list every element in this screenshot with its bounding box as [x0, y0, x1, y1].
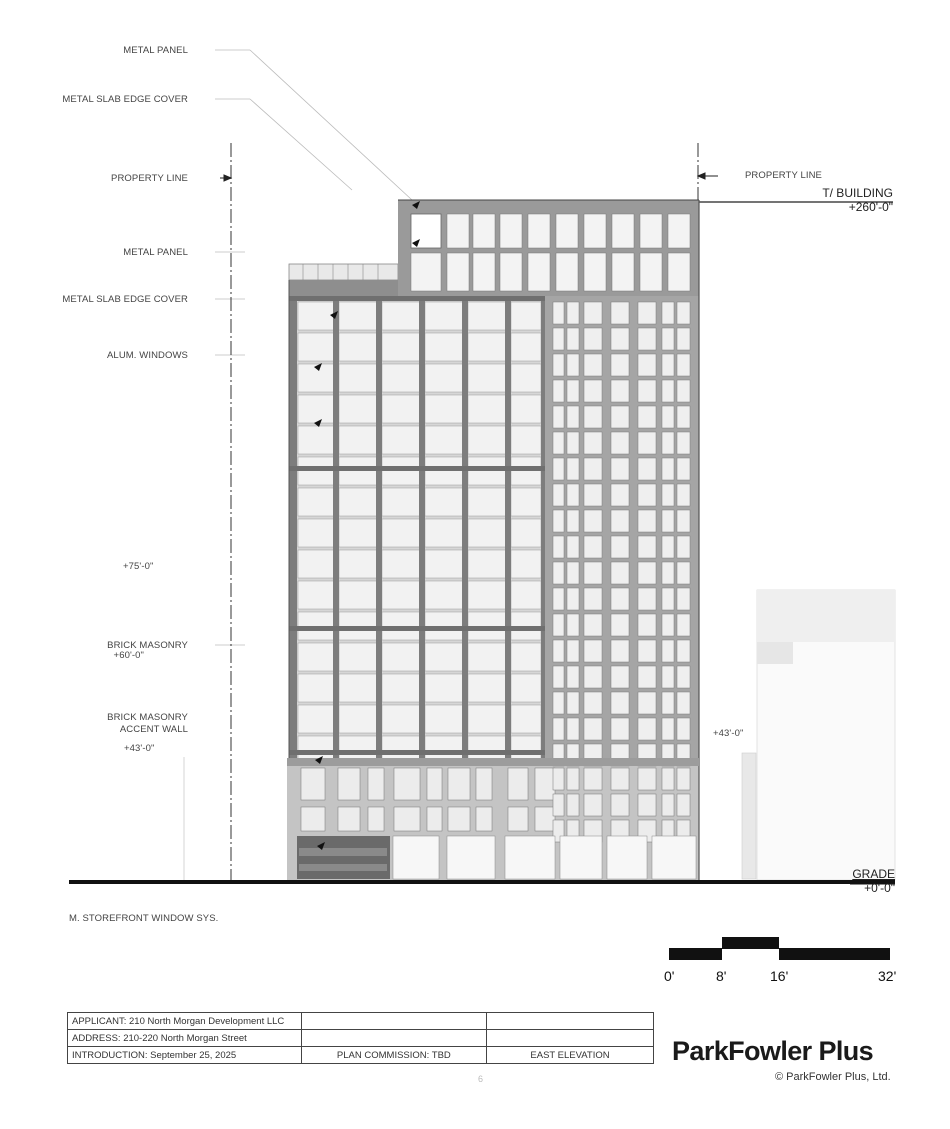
window	[584, 794, 602, 816]
window	[584, 614, 602, 636]
curtain-wall-panel	[298, 395, 334, 423]
window	[567, 432, 579, 454]
window	[567, 484, 579, 506]
introduction-date: INTRODUCTION: September 25, 2025	[68, 1047, 302, 1064]
curtain-wall-panel	[425, 705, 463, 733]
curtain-wall-panel	[468, 395, 506, 423]
curtain-wall-panel	[298, 333, 334, 361]
title-block-row	[68, 1013, 654, 1030]
window	[611, 640, 629, 662]
window	[448, 768, 470, 800]
window	[662, 380, 674, 402]
curtain-wall-panel	[382, 395, 420, 423]
window	[528, 253, 550, 291]
window	[338, 807, 360, 831]
curtain-wall-panel	[468, 550, 506, 578]
window	[447, 214, 469, 248]
window	[638, 510, 656, 532]
window	[677, 692, 690, 714]
curtain-wall-panel	[298, 643, 334, 671]
window	[611, 380, 629, 402]
window	[553, 640, 564, 662]
window	[584, 510, 602, 532]
window	[553, 432, 564, 454]
window	[553, 302, 564, 324]
window	[567, 354, 579, 376]
window	[394, 768, 420, 800]
curtain-wall-panel	[339, 674, 377, 702]
window	[535, 807, 555, 831]
window	[553, 718, 564, 740]
window	[662, 614, 674, 636]
callout-metal-panel-2: METAL PANEL	[123, 247, 188, 258]
window	[584, 302, 602, 324]
curtain-wall-panel	[468, 333, 506, 361]
window	[567, 380, 579, 402]
window	[553, 406, 564, 428]
window	[611, 536, 629, 558]
window	[394, 807, 420, 831]
window	[476, 807, 492, 831]
curtain-wall-panel	[298, 488, 334, 516]
curtain-wall-panel	[339, 550, 377, 578]
window	[338, 768, 360, 800]
window	[611, 328, 629, 350]
window	[611, 354, 629, 376]
window	[662, 510, 674, 532]
window	[508, 807, 528, 831]
mullion	[505, 296, 511, 758]
window	[553, 562, 564, 584]
curtain-wall-panel	[298, 550, 334, 578]
curtain-wall-panel	[425, 364, 463, 392]
mullion	[419, 296, 425, 758]
window	[638, 588, 656, 610]
window	[448, 807, 470, 831]
window	[662, 718, 674, 740]
window	[612, 253, 634, 291]
window	[662, 794, 674, 816]
scale-mark-8: 8'	[716, 968, 727, 984]
curtain-wall-panel	[425, 426, 463, 454]
window	[638, 768, 656, 790]
window	[427, 807, 442, 831]
curtain-wall-panel	[425, 550, 463, 578]
window	[677, 768, 690, 790]
window	[553, 794, 564, 816]
window	[611, 484, 629, 506]
window	[662, 692, 674, 714]
window	[567, 536, 579, 558]
curtain-wall-panel	[382, 488, 420, 516]
window	[611, 588, 629, 610]
window	[662, 432, 674, 454]
window	[301, 807, 325, 831]
window	[640, 253, 662, 291]
title-block	[67, 1012, 654, 1064]
window	[638, 380, 656, 402]
window	[677, 666, 690, 688]
curtain-wall-panel	[468, 705, 506, 733]
curtain-wall-panel	[511, 488, 541, 516]
window	[677, 718, 690, 740]
window	[611, 562, 629, 584]
window	[638, 432, 656, 454]
window	[677, 562, 690, 584]
window	[638, 666, 656, 688]
window	[368, 807, 384, 831]
curtain-wall-panel	[468, 643, 506, 671]
level-43-left: +43'-0"	[124, 743, 155, 754]
level-43-right: +43'-0"	[713, 728, 744, 739]
window	[638, 328, 656, 350]
mullion	[289, 296, 297, 758]
window	[677, 380, 690, 402]
window	[476, 768, 492, 800]
curtain-wall-panel	[339, 426, 377, 454]
window	[553, 484, 564, 506]
window	[553, 768, 564, 790]
curtain-wall-panel	[425, 302, 463, 330]
curtain-wall-panel	[425, 395, 463, 423]
window	[556, 253, 578, 291]
window	[640, 214, 662, 248]
window	[567, 614, 579, 636]
callout-accent-wall: ACCENT WALL	[119, 724, 188, 735]
window	[584, 562, 602, 584]
curtain-wall-panel	[382, 550, 420, 578]
window	[567, 302, 579, 324]
page-number: 6	[478, 1074, 484, 1084]
window	[584, 588, 602, 610]
window	[553, 380, 564, 402]
window	[611, 666, 629, 688]
window	[553, 614, 564, 636]
callout-alum-windows: ALUM. WINDOWS	[107, 350, 188, 361]
storefront-bay	[652, 836, 696, 879]
window	[553, 354, 564, 376]
curtain-wall-panel	[511, 581, 541, 609]
curtain-wall-panel	[298, 302, 334, 330]
window	[638, 614, 656, 636]
window	[301, 768, 325, 800]
window	[662, 458, 674, 480]
window	[677, 458, 690, 480]
window	[567, 562, 579, 584]
curtain-wall-panel	[382, 674, 420, 702]
window	[638, 354, 656, 376]
curtain-wall-panel	[382, 302, 420, 330]
window	[662, 302, 674, 324]
grade-value: +0'-0"	[864, 881, 895, 895]
window	[508, 768, 528, 800]
top-of-building-value: +260'-0"	[848, 200, 893, 214]
mullion	[376, 296, 382, 758]
window	[584, 692, 602, 714]
storefront-bay	[393, 836, 439, 879]
curtain-wall-panel	[382, 364, 420, 392]
curtain-wall-panel	[468, 519, 506, 547]
grade-label: GRADE	[852, 867, 895, 881]
window	[677, 484, 690, 506]
window	[677, 354, 690, 376]
curtain-wall-panel	[382, 643, 420, 671]
window	[553, 510, 564, 532]
curtain-wall-panel	[468, 581, 506, 609]
window	[473, 253, 495, 291]
window	[411, 253, 441, 291]
curtain-wall-panel	[298, 581, 334, 609]
window	[584, 484, 602, 506]
storefront-bay	[505, 836, 555, 879]
window	[677, 302, 690, 324]
curtain-wall-panel	[339, 333, 377, 361]
window	[584, 666, 602, 688]
storefront-bay	[607, 836, 647, 879]
window	[535, 768, 555, 800]
curtain-wall-panel	[468, 302, 506, 330]
window	[638, 536, 656, 558]
window	[567, 794, 579, 816]
curtain-wall-panel	[382, 705, 420, 733]
window	[500, 253, 522, 291]
curtain-wall-panel	[339, 643, 377, 671]
band	[289, 626, 545, 631]
window	[611, 692, 629, 714]
window	[668, 214, 690, 248]
window	[662, 768, 674, 790]
window	[427, 768, 442, 800]
window	[584, 640, 602, 662]
window	[567, 406, 579, 428]
address: ADDRESS: 210-220 North Morgan Street	[68, 1030, 302, 1047]
window	[500, 214, 522, 248]
curtain-wall-panel	[382, 581, 420, 609]
window	[638, 484, 656, 506]
window	[612, 214, 634, 248]
curtain-wall-panel	[425, 581, 463, 609]
curtain-wall-panel	[382, 333, 420, 361]
brand-logo: ParkFowler Plus	[672, 1036, 874, 1066]
window	[584, 214, 606, 248]
window	[638, 302, 656, 324]
window	[567, 328, 579, 350]
curtain-wall-panel	[425, 519, 463, 547]
window	[638, 406, 656, 428]
window	[567, 768, 579, 790]
curtain-wall-panel	[511, 705, 541, 733]
window	[638, 640, 656, 662]
curtain-wall-panel	[468, 364, 506, 392]
window	[473, 214, 495, 248]
window	[662, 666, 674, 688]
curtain-wall-panel	[468, 426, 506, 454]
window	[677, 614, 690, 636]
curtain-wall-panel	[298, 426, 334, 454]
window	[611, 458, 629, 480]
window	[677, 640, 690, 662]
window	[567, 640, 579, 662]
window	[553, 666, 564, 688]
callout-metal-panel: METAL PANEL	[123, 45, 188, 56]
window	[567, 666, 579, 688]
curtain-wall-panel	[511, 395, 541, 423]
window	[677, 406, 690, 428]
window	[611, 614, 629, 636]
window	[556, 214, 578, 248]
scale-bar	[669, 937, 890, 960]
title-block-row	[68, 1030, 654, 1047]
window	[677, 794, 690, 816]
curtain-wall-panel	[339, 519, 377, 547]
window	[584, 432, 602, 454]
curtain-wall-panel	[382, 519, 420, 547]
property-line-arrows	[220, 173, 718, 181]
band	[289, 750, 545, 755]
callout-storefront: M. STOREFRONT WINDOW SYS.	[69, 913, 219, 924]
neighbor-building-right	[742, 590, 895, 880]
window	[584, 253, 606, 291]
top-of-building-label: T/ BUILDING	[822, 186, 893, 200]
window	[584, 380, 602, 402]
window	[584, 458, 602, 480]
window	[638, 458, 656, 480]
band	[289, 466, 545, 471]
window	[584, 536, 602, 558]
curtain-wall-panel	[382, 426, 420, 454]
window	[584, 406, 602, 428]
curtain-wall-panel	[511, 333, 541, 361]
window	[662, 406, 674, 428]
curtain-wall-panel	[511, 364, 541, 392]
window	[662, 354, 674, 376]
curtain-wall-panel	[425, 333, 463, 361]
window	[638, 562, 656, 584]
plan-commission: PLAN COMMISSION: TBD	[301, 1047, 486, 1064]
curtain-wall-panel	[339, 488, 377, 516]
window	[662, 588, 674, 610]
window	[611, 718, 629, 740]
callout-property-line-right: PROPERTY LINE	[745, 170, 822, 181]
level-60: +60'-0"	[113, 650, 144, 661]
curtain-wall-panel	[511, 550, 541, 578]
window	[662, 640, 674, 662]
window	[528, 214, 550, 248]
curtain-wall-panel	[511, 643, 541, 671]
curtain-wall-panel	[511, 519, 541, 547]
callout-property-line-left: PROPERTY LINE	[111, 173, 188, 184]
window	[567, 510, 579, 532]
window	[677, 536, 690, 558]
window	[662, 328, 674, 350]
window	[638, 794, 656, 816]
window	[611, 794, 629, 816]
window	[611, 302, 629, 324]
curtain-wall-panel	[298, 674, 334, 702]
scale-mark-16: 16'	[770, 968, 789, 984]
window	[638, 718, 656, 740]
grade-line	[69, 880, 895, 884]
window	[553, 458, 564, 480]
window	[662, 484, 674, 506]
window	[677, 588, 690, 610]
window	[567, 692, 579, 714]
window	[662, 562, 674, 584]
curtain-wall-panel	[511, 674, 541, 702]
callout-metal-slab-edge-cover-2: METAL SLAB EDGE COVER	[62, 294, 188, 305]
building-elevation	[287, 200, 699, 880]
window	[611, 768, 629, 790]
window	[368, 768, 384, 800]
window	[567, 588, 579, 610]
storefront-bay	[560, 836, 602, 879]
callout-metal-slab-edge-cover: METAL SLAB EDGE COVER	[62, 94, 188, 105]
callout-brick-masonry: BRICK MASONRY	[107, 640, 188, 651]
curtain-wall-panel	[339, 302, 377, 330]
window	[584, 718, 602, 740]
window	[447, 253, 469, 291]
window	[611, 432, 629, 454]
curtain-wall-panel	[511, 302, 541, 330]
window	[567, 718, 579, 740]
window	[584, 354, 602, 376]
curtain-wall-panel	[425, 643, 463, 671]
window	[553, 588, 564, 610]
curtain-wall-panel	[298, 705, 334, 733]
curtain-wall-panel	[339, 705, 377, 733]
window	[677, 510, 690, 532]
window	[662, 536, 674, 558]
window	[553, 692, 564, 714]
scale-mark-32: 32'	[878, 968, 897, 984]
applicant: APPLICANT: 210 North Morgan Development LLC	[68, 1013, 302, 1030]
window	[553, 328, 564, 350]
curtain-wall-panel	[425, 488, 463, 516]
curtain-wall-panel	[339, 581, 377, 609]
window	[567, 458, 579, 480]
storefront-bay	[447, 836, 495, 879]
curtain-wall-panel	[339, 364, 377, 392]
window	[677, 328, 690, 350]
window	[611, 510, 629, 532]
window	[553, 536, 564, 558]
curtain-wall-panel	[468, 488, 506, 516]
window	[584, 768, 602, 790]
mullion	[462, 296, 468, 758]
window	[668, 253, 690, 291]
curtain-wall-panel	[511, 426, 541, 454]
copyright: © ParkFowler Plus, Ltd.	[775, 1071, 891, 1083]
callout-brick-masonry-accent: BRICK MASONRY	[107, 712, 188, 723]
window	[611, 406, 629, 428]
window	[638, 692, 656, 714]
window	[584, 328, 602, 350]
band	[289, 296, 545, 301]
title-block-row	[68, 1047, 654, 1064]
curtain-wall-panel	[339, 395, 377, 423]
scale-mark-0: 0'	[664, 968, 675, 984]
mullion	[333, 296, 339, 758]
curtain-wall-panel	[298, 519, 334, 547]
sheet-title: EAST ELEVATION	[487, 1047, 654, 1064]
curtain-wall-panel	[468, 674, 506, 702]
level-75: +75'-0"	[123, 561, 154, 572]
curtain-wall-panel	[425, 674, 463, 702]
window	[677, 432, 690, 454]
